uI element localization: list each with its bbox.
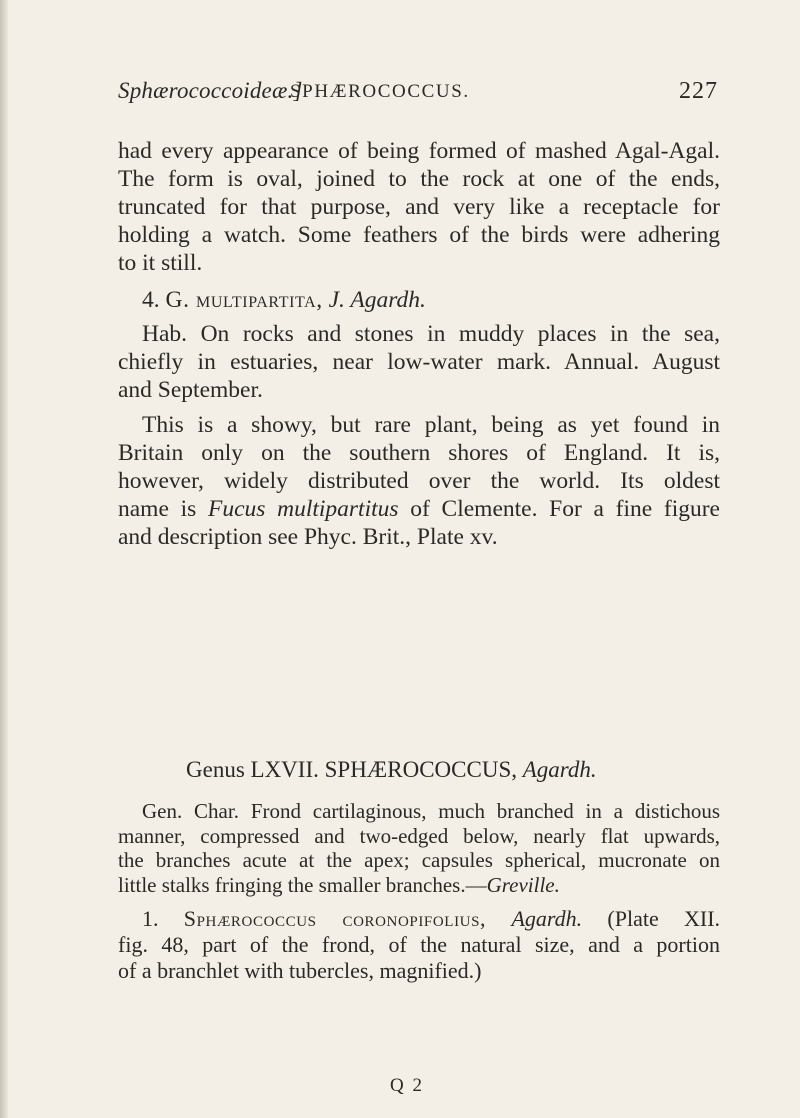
generic-character — [118, 799, 720, 897]
text-line: to it still. — [118, 250, 203, 276]
species-coronopifolius — [118, 906, 720, 984]
paragraph-agal-agal — [118, 137, 720, 277]
text-line: Hab. On rocks and stones in muddy places in the sea, — [142, 321, 720, 347]
greville-citation: Greville. — [486, 872, 560, 897]
text-line: of a branchlet with tubercles, magnified.) — [118, 958, 482, 983]
signature-mark: Q 2 — [390, 1075, 424, 1096]
text-line: the branches acute at the apex; capsules spherical, mucronate on — [118, 848, 720, 872]
species-authority: J. Agardh. — [328, 287, 426, 313]
species-name: Sphærococcus coronopifolius, — [183, 906, 487, 931]
running-head-title: SPHÆROCOCCUS. — [290, 81, 470, 102]
paragraph-description — [118, 411, 720, 551]
species-number: 4. — [142, 287, 160, 313]
fucus-name: Fucus multipartitus — [207, 496, 399, 522]
text-line-species: 1. Sphærococcus coronopifolius, Agardh. (Plate XII. — [142, 906, 721, 931]
text-line: fig. 48, part of the frond, of the natural size, and a portion — [118, 932, 720, 957]
text-line: Gen. Char. Frond cartilaginous, much branched in a distichous — [142, 799, 720, 823]
running-head-section: Sphærococcoideæ.] — [118, 78, 303, 103]
text-line: and description see Phyc. Brit., Plate xv. — [118, 524, 498, 550]
species-authority: Agardh. — [511, 906, 583, 931]
species-name: G. multipartita, — [165, 287, 323, 313]
text-line: truncated for that purpose, and very like a receptacle for — [118, 194, 720, 220]
text-line: however, widely distributed over the world. Its oldest — [118, 468, 720, 494]
text-line: manner, compressed and two-edged below, nearly flat upwards, — [118, 823, 720, 848]
text-line: holding a watch. Some feathers of the birds were adhering — [118, 222, 720, 248]
genus-authority: Agardh. — [522, 757, 597, 782]
text-line-fucus: name is Fucus multipartitus of Clemente. For a fine figure — [118, 496, 720, 522]
text-line: This is a showy, but rare plant, being as yet found in — [142, 412, 720, 438]
paragraph-habitat — [118, 320, 720, 404]
page-number: 227 — [679, 78, 718, 104]
text-line: The form is oval, joined to the rock at one of the ends, — [118, 166, 720, 192]
species-heading-multipartita — [118, 286, 720, 314]
running-head — [118, 78, 718, 112]
text-line: Britain only on the southern shores of England. It is, — [118, 440, 720, 466]
genus-title: Genus LXVII. SPHÆROCOCCUS, — [186, 757, 517, 782]
genus-heading — [186, 757, 597, 783]
text-line: chiefly in estuaries, near low-water mark. Annual. August — [118, 349, 720, 375]
text-line: and September. — [118, 377, 263, 403]
text-line-greville: little stalks fringing the smaller branches.—Greville. — [118, 872, 560, 897]
text-line: had every appearance of being formed of mashed Agal-Agal. — [118, 138, 720, 164]
species-line — [118, 286, 720, 314]
